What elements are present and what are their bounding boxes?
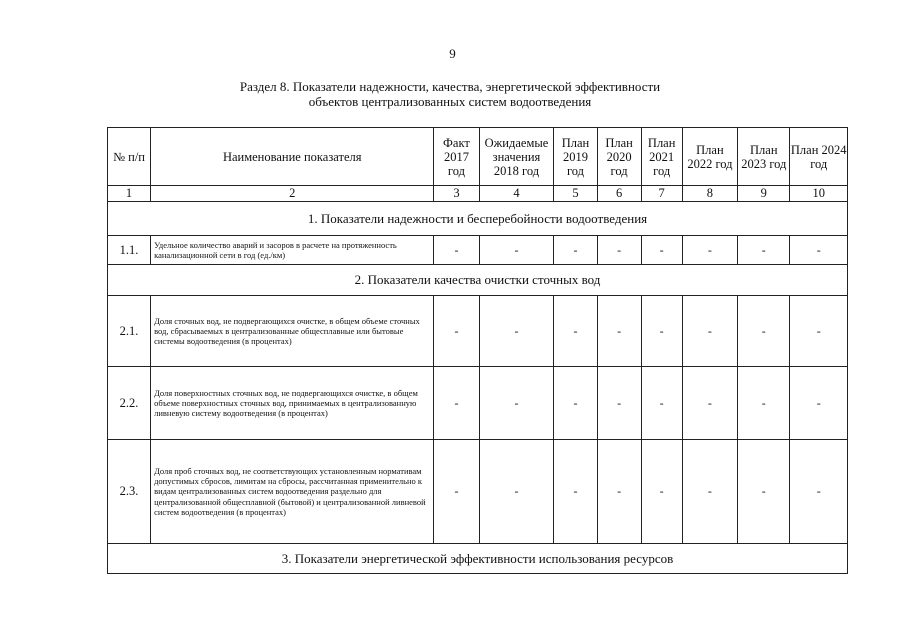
value-cell: - xyxy=(479,236,554,265)
column-number: 10 xyxy=(790,186,848,202)
header-cell: План 2023 год xyxy=(738,128,790,186)
column-number: 2 xyxy=(151,186,434,202)
value-cell: - xyxy=(434,236,479,265)
value-cell: - xyxy=(479,296,554,367)
value-cell: - xyxy=(682,296,737,367)
value-cell: - xyxy=(641,367,682,440)
value-cell: - xyxy=(554,440,597,544)
section-header-row xyxy=(108,202,848,236)
header-cell: План 2020 год xyxy=(597,128,641,186)
table-row xyxy=(108,236,848,265)
row-number: 2.3. xyxy=(108,440,151,544)
row-number: 1.1. xyxy=(108,236,151,265)
column-number: 9 xyxy=(738,186,790,202)
header-row xyxy=(108,128,848,186)
header-cell: Факт 2017 год xyxy=(434,128,479,186)
header-cell: План 2019 год xyxy=(554,128,597,186)
header-cell: Ожидаемые значения 2018 год xyxy=(479,128,554,186)
value-cell: - xyxy=(641,440,682,544)
column-number: 6 xyxy=(597,186,641,202)
value-cell: - xyxy=(479,440,554,544)
column-number: 3 xyxy=(434,186,479,202)
value-cell: - xyxy=(682,367,737,440)
section-heading: 1. Показатели надежности и бесперебойности водоотведения xyxy=(108,202,848,236)
value-cell: - xyxy=(641,236,682,265)
page-number: 9 xyxy=(449,46,456,61)
value-cell: - xyxy=(554,296,597,367)
column-number: 8 xyxy=(682,186,737,202)
header-cell: План 2021 год xyxy=(641,128,682,186)
value-cell: - xyxy=(554,236,597,265)
value-cell: - xyxy=(434,367,479,440)
table-row xyxy=(108,367,848,440)
value-cell: - xyxy=(597,296,641,367)
value-cell: - xyxy=(597,440,641,544)
value-cell: - xyxy=(738,440,790,544)
column-number-row xyxy=(108,186,848,202)
header-cell: Наименование показателя xyxy=(151,128,434,186)
value-cell: - xyxy=(738,236,790,265)
value-cell: - xyxy=(479,367,554,440)
value-cell: - xyxy=(641,296,682,367)
value-cell: - xyxy=(738,296,790,367)
value-cell: - xyxy=(434,440,479,544)
value-cell: - xyxy=(597,367,641,440)
row-number: 2.2. xyxy=(108,367,151,440)
section-heading: 3. Показатели энергетической эффективности использования ресурсов xyxy=(108,544,848,574)
value-cell: - xyxy=(434,296,479,367)
value-cell: - xyxy=(738,367,790,440)
title-line-1: Раздел 8. Показатели надежности, качества, энергетической эффективности xyxy=(239,79,661,94)
section-header-row xyxy=(108,265,848,296)
indicator-name: Удельное количество аварий и засоров в расчете на протяженность канализационной сети в год (ед./км) xyxy=(151,236,434,265)
header-cell: План 2024 год xyxy=(790,128,848,186)
value-cell: - xyxy=(790,440,848,544)
value-cell: - xyxy=(597,236,641,265)
header-cell: № п/п xyxy=(108,128,151,186)
value-cell: - xyxy=(682,236,737,265)
column-number: 5 xyxy=(554,186,597,202)
value-cell: - xyxy=(682,440,737,544)
indicator-name: Доля сточных вод, не подвергающихся очистке, в общем объеме сточных вод, сбрасываемых в централизованные общесплавные или бытовые системы водоотведения (в процентах) xyxy=(151,296,434,367)
indicator-name: Доля поверхностных сточных вод, не подвергающихся очистке, в общем объеме поверхностных сточных вод, принимаемых в централизованную ливневую систему водоотведения (в процентах) xyxy=(151,367,434,440)
table-row xyxy=(108,296,848,367)
column-number: 4 xyxy=(479,186,554,202)
indicators-table xyxy=(107,127,848,574)
indicator-name: Доля проб сточных вод, не соответствующих установленным нормативам допустимых сбросов, лимитам на сбросы, рассчитанная применительно к видам централизованных систем водоотведения раздельно для централизованной общесплавной (бытовой) и централизованной ливневой систем водоотведения (в процентах) xyxy=(151,440,434,544)
section-title xyxy=(100,79,800,109)
column-number: 1 xyxy=(108,186,151,202)
header-cell: План 2022 год xyxy=(682,128,737,186)
title-line-2: объектов централизованных систем водоотведения xyxy=(308,94,592,109)
section-heading: 2. Показатели качества очистки сточных вод xyxy=(108,265,848,296)
value-cell: - xyxy=(790,236,848,265)
value-cell: - xyxy=(790,296,848,367)
row-number: 2.1. xyxy=(108,296,151,367)
column-number: 7 xyxy=(641,186,682,202)
table-row xyxy=(108,440,848,544)
section-header-row xyxy=(108,544,848,574)
value-cell: - xyxy=(554,367,597,440)
value-cell: - xyxy=(790,367,848,440)
